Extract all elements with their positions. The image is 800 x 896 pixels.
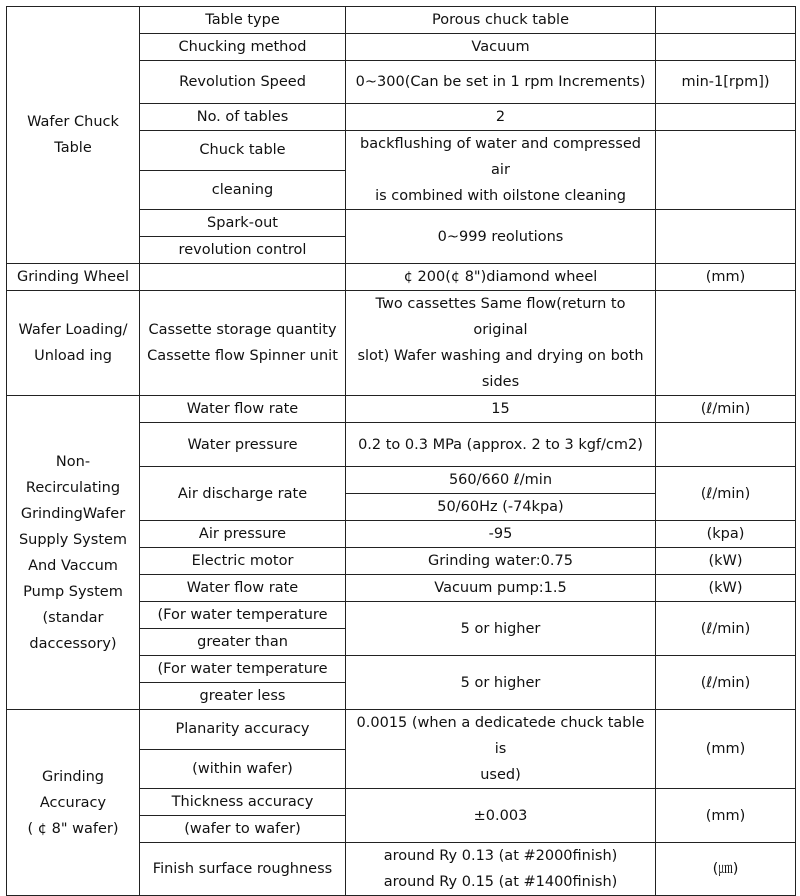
value-cell: Vacuum pump:1.5	[346, 575, 656, 602]
item-cell: Electric motor	[140, 548, 346, 575]
unit-cell	[656, 423, 796, 467]
item-cell: greater less	[140, 683, 346, 710]
unit-cell: (kW)	[656, 548, 796, 575]
item-cell: Spark-out	[140, 210, 346, 237]
item-cell: Water flow rate	[140, 396, 346, 423]
value-cell: Vacuum	[346, 34, 656, 61]
unit-cell: (㎛)	[656, 843, 796, 896]
value-cell: 0~999 reolutions	[346, 210, 656, 264]
item-cell: (For water temperature	[140, 602, 346, 629]
value-cell: 15	[346, 396, 656, 423]
value-cell: Grinding water:0.75	[346, 548, 656, 575]
unit-cell: (mm)	[656, 710, 796, 789]
item-cell: (For water temperature	[140, 656, 346, 683]
section-grinding-accuracy: Grinding Accuracy ( ¢ 8" wafer)	[7, 710, 140, 896]
spec-table	[6, 6, 796, 896]
item-cell: Thickness accuracy	[140, 789, 346, 816]
unit-cell: (mm)	[656, 264, 796, 291]
value-cell: 0.0015 (when a dedicatede chuck table is used)	[346, 710, 656, 789]
item-cell: Chucking method	[140, 34, 346, 61]
value-cell: 5 or higher	[346, 656, 656, 710]
item-cell: Water flow rate	[140, 575, 346, 602]
table-row	[7, 264, 796, 291]
unit-cell: (ℓ/min)	[656, 467, 796, 521]
unit-cell: (ℓ/min)	[656, 396, 796, 423]
item-cell: cleaning	[140, 170, 346, 210]
item-cell: greater than	[140, 629, 346, 656]
section-grinding-wheel: Grinding Wheel	[7, 264, 140, 291]
table-row	[7, 396, 796, 423]
value-cell: 2	[346, 104, 656, 131]
unit-cell	[656, 291, 796, 396]
section-non-recirculating: Non- Recirculating GrindingWafer Supply System And Vaccum Pump System (standar daccessory)	[7, 396, 140, 710]
item-cell: Finish surface roughness	[140, 843, 346, 896]
item-cell: Chuck table	[140, 131, 346, 171]
item-cell: (within wafer)	[140, 749, 346, 789]
value-cell: 560/660 ℓ/min	[346, 467, 656, 494]
value-cell: Porous chuck table	[346, 7, 656, 34]
item-cell: Revolution Speed	[140, 61, 346, 104]
value-cell: backflushing of water and compressed air is combined with oilstone cleaning	[346, 131, 656, 210]
item-cell: No. of tables	[140, 104, 346, 131]
unit-cell	[656, 131, 796, 210]
value-cell: 5 or higher	[346, 602, 656, 656]
value-cell: ¢ 200(¢ 8")diamond wheel	[346, 264, 656, 291]
unit-cell: (ℓ/min)	[656, 656, 796, 710]
item-cell: Cassette storage quantity Cassette flow Spinner unit	[140, 291, 346, 396]
value-cell: Two cassettes Same flow(return to original slot) Wafer washing and drying on both sides	[346, 291, 656, 396]
unit-cell	[656, 104, 796, 131]
unit-cell	[656, 7, 796, 34]
item-cell: (wafer to wafer)	[140, 816, 346, 843]
section-wafer-chuck-table: Wafer Chuck Table	[7, 7, 140, 264]
item-cell: Table type	[140, 7, 346, 34]
value-cell: around Ry 0.13 (at #2000finish) around Ry 0.15 (at #1400finish)	[346, 843, 656, 896]
item-cell: Water pressure	[140, 423, 346, 467]
table-row	[7, 291, 796, 396]
section-wafer-loading: Wafer Loading/ Unload ing	[7, 291, 140, 396]
value-cell: -95	[346, 521, 656, 548]
unit-cell: (kpa)	[656, 521, 796, 548]
item-cell: Air discharge rate	[140, 467, 346, 521]
table-row	[7, 7, 796, 34]
item-cell: revolution control	[140, 237, 346, 264]
item-cell: Planarity accuracy	[140, 710, 346, 750]
unit-cell	[656, 34, 796, 61]
unit-cell: min-1[rpm])	[656, 61, 796, 104]
value-cell: ±0.003	[346, 789, 656, 843]
item-cell	[140, 264, 346, 291]
table-row	[7, 710, 796, 750]
unit-cell: (kW)	[656, 575, 796, 602]
value-cell: 50/60Hz (-74kpa)	[346, 494, 656, 521]
value-cell: 0~300(Can be set in 1 rpm Increments)	[346, 61, 656, 104]
unit-cell	[656, 210, 796, 264]
unit-cell: (mm)	[656, 789, 796, 843]
value-cell: 0.2 to 0.3 MPa (approx. 2 to 3 kgf/cm2)	[346, 423, 656, 467]
unit-cell: (ℓ/min)	[656, 602, 796, 656]
item-cell: Air pressure	[140, 521, 346, 548]
